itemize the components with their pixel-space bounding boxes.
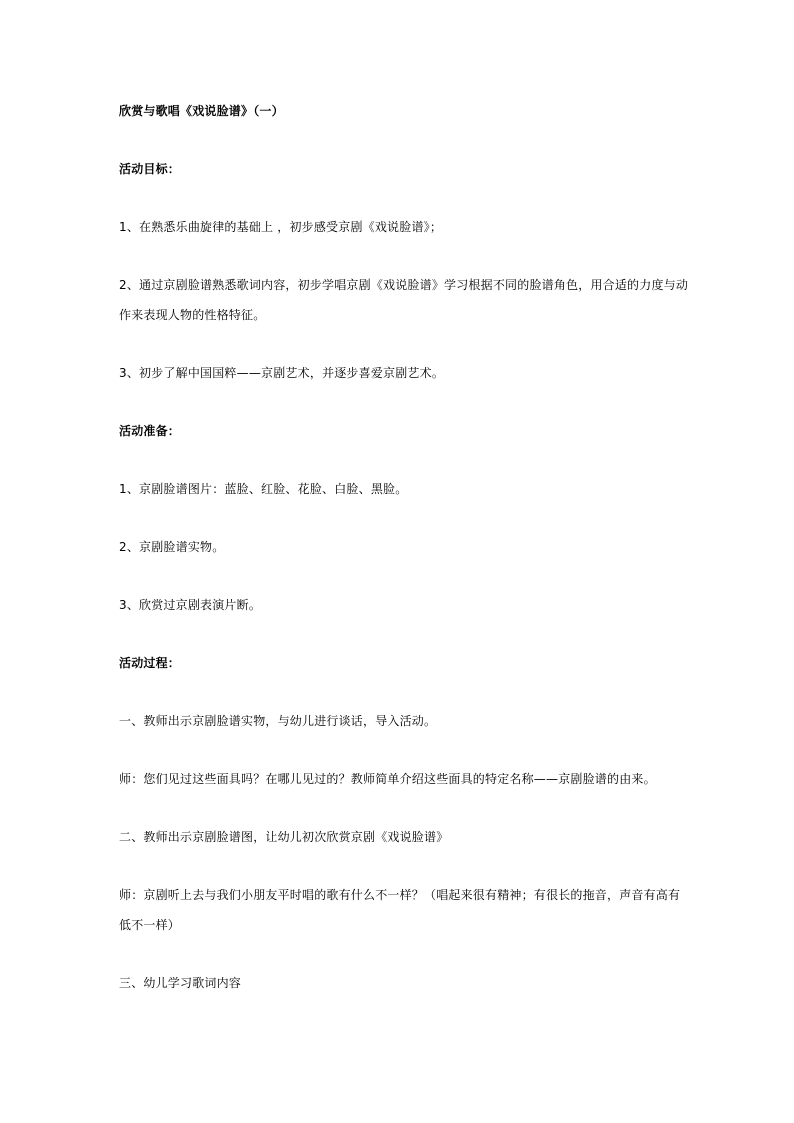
prep-item-1: 1、京剧脸谱图片：蓝脸、红脸、花脸、白脸、黑脸。: [119, 482, 408, 496]
goals-heading: 活动目标：: [119, 162, 181, 176]
goal-item-3: 3、初步了解中国国粹——京剧艺术，并逐步喜爱京剧艺术。: [119, 366, 445, 380]
process-step-1: 一、教师出示京剧脸谱实物，与幼儿进行谈话，导入活动。: [119, 714, 437, 728]
prep-item-3: 3、欣赏过京剧表演片断。: [119, 598, 262, 612]
process-heading: 活动过程：: [119, 656, 181, 670]
process-step-3: 三、幼儿学习歌词内容: [119, 976, 242, 990]
process-step-2-teacher-line-1: 师：京剧听上去与我们小朋友平时唱的歌有什么不一样？（唱起来很有精神；有很长的拖音，声音有高有: [119, 888, 681, 902]
goal-item-2-line-2: 作来表现人物的性格特征。: [119, 308, 266, 322]
document-title: 欣赏与歌唱《戏说脸谱》（一）: [119, 104, 284, 118]
process-step-1-teacher: 师：您们见过这些面具吗？在哪儿见过的？教师简单介绍这些面具的特定名称——京剧脸谱的由来。: [119, 772, 656, 786]
prep-heading: 活动准备：: [119, 424, 181, 438]
goal-item-2-line-1: 2、通过京剧脸谱熟悉歌词内容，初步学唱京剧《戏说脸谱》学习根据不同的脸谱角色，用合适的力度与动: [119, 278, 689, 292]
prep-item-2: 2、京剧脸谱实物。: [119, 540, 225, 554]
process-step-2: 二、教师出示京剧脸谱图，让幼儿初次欣赏京剧《戏说脸谱》: [119, 830, 449, 844]
goal-item-1: 1、在熟悉乐曲旋律的基础上 ，初步感受京剧《戏说脸谱》；: [119, 220, 443, 234]
process-step-2-teacher-line-2: 低不一样）: [119, 918, 181, 932]
